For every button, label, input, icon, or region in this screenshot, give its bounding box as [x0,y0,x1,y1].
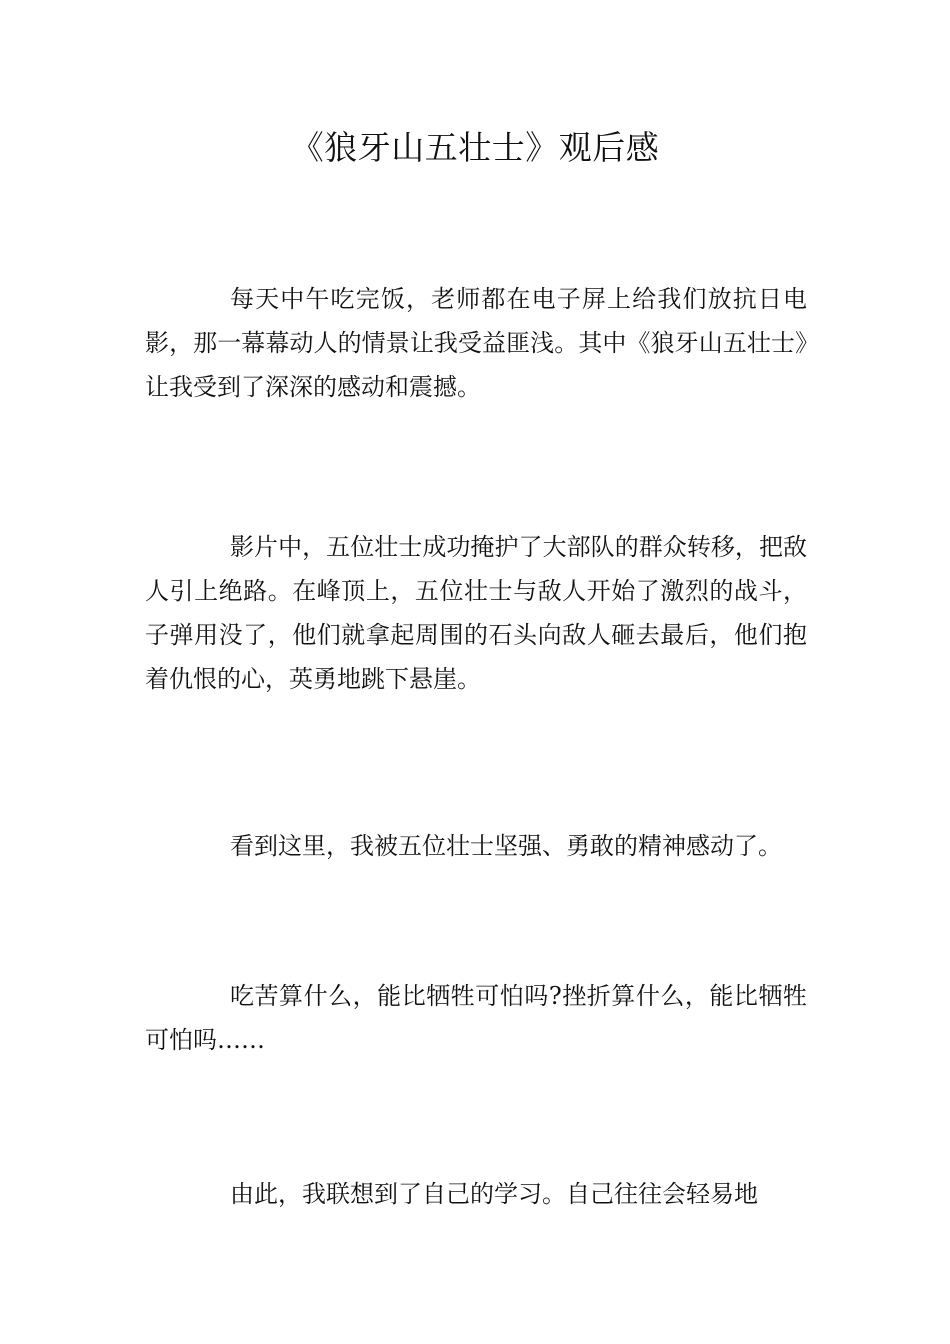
paragraph-1: 每天中午吃完饭，老师都在电子屏上给我们放抗日电影，那一幕幕动人的情景让我受益匪浅。其中《狼牙山五壮士》让我受到了深深的感动和震撼。 [145,285,807,401]
paragraph-3: 看到这里，我被五位壮士坚强、勇敢的精神感动了。 [230,832,782,860]
paragraph-2: 影片中，五位壮士成功掩护了大部队的群众转移，把敌人引上绝路。在峰顶上，五位壮士与敌人开始了激烈的战斗，子弹用没了，他们就拿起周围的石头向敌人砸去最后，他们抱着仇恨的心，英勇地跳下悬崖。 [145,533,807,693]
paragraph-4: 吃苦算什么，能比牺牲可怕吗?挫折算什么，能比牺牲可怕吗…… [145,982,807,1054]
document-title: 《狼牙山五壮士》观后感 [290,128,660,167]
paragraph-5: 由此，我联想到了自己的学习。自己往往会轻易地 [230,1180,758,1208]
